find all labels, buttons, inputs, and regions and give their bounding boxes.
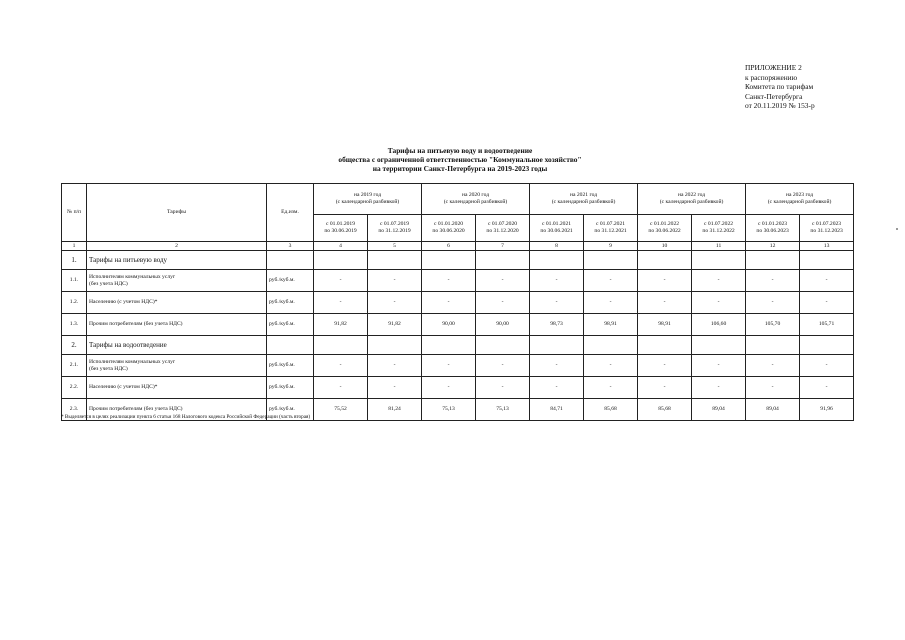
section-title: Тарифы на питьевую воду — [87, 251, 267, 270]
tariff-value: - — [530, 292, 584, 314]
column-number: 8 — [530, 242, 584, 251]
header-period — [422, 215, 476, 242]
tariff-value: - — [422, 292, 476, 314]
tariff-value: 89,04 — [692, 399, 746, 421]
table-row — [62, 355, 854, 377]
period-start: с 01.07.2019 — [379, 221, 410, 228]
tariff-value: - — [314, 355, 368, 377]
column-number: 5 — [368, 242, 422, 251]
header-year-note: (с календарной разбивкой) — [443, 199, 508, 205]
column-number: 11 — [692, 242, 746, 251]
tariff-value: 84,71 — [530, 399, 584, 421]
row-unit: руб./куб.м. — [267, 355, 314, 377]
tariff-value: - — [746, 377, 800, 399]
appendix-line: Комитета по тарифам — [745, 82, 814, 92]
tariff-value: - — [314, 270, 368, 292]
empty-cell — [584, 336, 638, 355]
tariff-value: 98,91 — [638, 314, 692, 336]
tariff-value: 75,13 — [422, 399, 476, 421]
period-end: по 30.06.2022 — [648, 228, 681, 234]
empty-cell — [314, 336, 368, 355]
row-name-line: Населению (с учетом НДС)* — [89, 384, 158, 391]
column-number: 7 — [476, 242, 530, 251]
empty-cell — [800, 251, 854, 270]
tariff-value: - — [422, 377, 476, 399]
table-row — [62, 377, 854, 399]
tariff-value: - — [368, 270, 422, 292]
row-num: 1.2. — [62, 292, 87, 314]
tariff-value: 91,82 — [368, 314, 422, 336]
header-year — [422, 184, 530, 215]
period-end: по 30.06.2020 — [432, 228, 465, 234]
tariff-value: - — [584, 292, 638, 314]
tariff-value: 85,68 — [638, 399, 692, 421]
header-tariffs: Тарифы — [87, 184, 267, 242]
tariff-value: - — [692, 292, 746, 314]
header-period — [584, 215, 638, 242]
tariff-value: 75,52 — [314, 399, 368, 421]
empty-cell — [584, 251, 638, 270]
period-start: с 01.07.2020 — [487, 221, 518, 228]
tariff-value: - — [476, 355, 530, 377]
period-start: с 01.01.2020 — [433, 221, 464, 228]
tariff-value: - — [314, 292, 368, 314]
tariff-value: - — [584, 355, 638, 377]
tariff-value: - — [638, 377, 692, 399]
appendix-line: Санкт-Петербурга — [745, 91, 803, 101]
empty-cell — [530, 336, 584, 355]
row-name — [87, 314, 267, 336]
row-unit: руб./куб.м. — [267, 292, 314, 314]
period-end: по 31.12.2021 — [594, 228, 627, 234]
row-name-line: Прочим потребителям (без учета НДС) — [89, 321, 183, 328]
row-num: 1.1. — [62, 270, 87, 292]
section-row — [62, 251, 854, 270]
scan-mark — [896, 228, 898, 230]
header-year-label: на 2023 год — [786, 192, 814, 199]
tariff-value: - — [692, 270, 746, 292]
tariff-value: 98,91 — [584, 314, 638, 336]
header-unit: Ед.изм. — [267, 184, 314, 242]
table-row — [62, 292, 854, 314]
header-period — [638, 215, 692, 242]
tariff-value: 75,13 — [476, 399, 530, 421]
row-name-line: Населению (с учетом НДС)* — [89, 299, 158, 306]
header-year-label: на 2019 год — [353, 192, 382, 199]
period-end: по 30.06.2023 — [756, 228, 789, 234]
row-num: 2.1. — [62, 355, 87, 377]
appendix-line: к распоряжению — [745, 72, 798, 82]
period-end: по 31.12.2022 — [702, 228, 735, 234]
tariff-value: 90,00 — [476, 314, 530, 336]
header-year-note: (с календарной разбивкой) — [551, 199, 616, 205]
header-year-label: на 2020 год — [461, 192, 490, 199]
tariff-value: - — [746, 292, 800, 314]
empty-cell — [476, 336, 530, 355]
tariff-value: - — [692, 377, 746, 399]
empty-cell — [638, 251, 692, 270]
period-start: с 01.01.2022 — [650, 221, 680, 228]
header-year — [746, 184, 854, 215]
header-num: № п/п — [62, 184, 87, 242]
header-year — [530, 184, 638, 215]
tariff-value: - — [368, 292, 422, 314]
tariff-value: 89,04 — [746, 399, 800, 421]
tariff-value: - — [638, 270, 692, 292]
row-name-line: Исполнителям коммунальных услуг — [89, 358, 176, 365]
header-period — [746, 215, 800, 242]
column-number: 10 — [638, 242, 692, 251]
empty-cell — [746, 336, 800, 355]
document-title — [280, 146, 640, 174]
tariff-value: 105,70 — [746, 314, 800, 336]
period-end: по 31.12.2023 — [810, 228, 843, 234]
tariff-value: 81,24 — [368, 399, 422, 421]
tariff-value: 85,68 — [584, 399, 638, 421]
row-unit: руб./куб.м. — [267, 377, 314, 399]
column-number: 6 — [422, 242, 476, 251]
tariff-value: - — [476, 377, 530, 399]
row-num: 2.3. — [62, 399, 87, 421]
row-unit: руб./куб.м. — [267, 270, 314, 292]
tariff-value: - — [638, 292, 692, 314]
row-name-line: Прочим потребителям (без учета НДС) — [89, 406, 183, 413]
tariff-value: - — [746, 270, 800, 292]
empty-cell — [530, 251, 584, 270]
tariff-value: - — [638, 355, 692, 377]
row-num: 2.2. — [62, 377, 87, 399]
empty-cell — [746, 251, 800, 270]
section-num: 1. — [62, 251, 87, 270]
period-end: по 30.06.2021 — [540, 228, 573, 234]
column-number: 13 — [800, 242, 854, 251]
header-year — [314, 184, 422, 215]
empty-cell — [267, 251, 314, 270]
column-number: 4 — [314, 242, 368, 251]
period-start: с 01.01.2021 — [542, 221, 572, 228]
tariff-value: - — [422, 355, 476, 377]
period-end: по 31.12.2020 — [486, 228, 519, 234]
tariff-value: - — [530, 377, 584, 399]
empty-cell — [638, 336, 692, 355]
column-number: 1 — [62, 242, 87, 251]
empty-cell — [314, 251, 368, 270]
tariffs-table — [61, 183, 854, 421]
empty-cell — [267, 336, 314, 355]
tariff-value: - — [476, 270, 530, 292]
period-end: по 30.06.2019 — [324, 228, 357, 234]
period-start: с 01.07.2022 — [704, 221, 734, 228]
row-name — [87, 270, 267, 292]
period-start: с 01.07.2021 — [596, 221, 626, 228]
header-period — [530, 215, 584, 242]
header-year-note: (с календарной разбивкой) — [335, 199, 400, 205]
header-year-label: на 2021 год — [569, 192, 598, 199]
empty-cell — [476, 251, 530, 270]
header-period — [800, 215, 854, 242]
section-title: Тарифы на водоотведение — [87, 336, 267, 355]
tariff-value: 91,96 — [800, 399, 854, 421]
tariff-value: - — [800, 377, 854, 399]
tariff-value: - — [368, 355, 422, 377]
appendix-line: ПРИЛОЖЕНИЕ 2 — [745, 63, 802, 72]
header-year-note: (с календарной разбивкой) — [659, 199, 724, 205]
tariff-value: - — [530, 355, 584, 377]
header-period — [476, 215, 530, 242]
tariff-value: - — [422, 270, 476, 292]
row-name — [87, 377, 267, 399]
tariff-value: 106,60 — [692, 314, 746, 336]
tariff-value: - — [746, 355, 800, 377]
row-name — [87, 292, 267, 314]
empty-cell — [368, 251, 422, 270]
tariff-value: - — [800, 292, 854, 314]
tariff-value: - — [584, 377, 638, 399]
column-number: 12 — [746, 242, 800, 251]
period-end: по 31.12.2019 — [378, 228, 411, 234]
empty-cell — [422, 251, 476, 270]
tariff-value: - — [476, 292, 530, 314]
tariff-value: - — [800, 355, 854, 377]
title-line: Тарифы на питьевую воду и водоотведение — [387, 146, 533, 155]
header-year — [638, 184, 746, 215]
section-row — [62, 336, 854, 355]
empty-cell — [692, 251, 746, 270]
footnote: * Выделяется в целях реализации пункта 6 статьи 168 Налогового кодекса Российской Федерации (часть вторая) — [61, 414, 311, 420]
tariff-value: 91,82 — [314, 314, 368, 336]
tariff-value: 90,00 — [422, 314, 476, 336]
tariff-value: - — [800, 270, 854, 292]
tariff-value: - — [368, 377, 422, 399]
section-num: 2. — [62, 336, 87, 355]
row-name — [87, 355, 267, 377]
column-number: 2 — [87, 242, 267, 251]
header-period — [314, 215, 368, 242]
tariff-value: 105,71 — [800, 314, 854, 336]
tariff-value: - — [692, 355, 746, 377]
header-period — [368, 215, 422, 242]
title-line: на территории Санкт-Петербурга на 2019-2023 годы — [372, 164, 548, 174]
header-year-note: (с календарной разбивкой) — [767, 199, 832, 205]
empty-cell — [422, 336, 476, 355]
column-number: 3 — [267, 242, 314, 251]
appendix-block — [745, 63, 815, 111]
header-year-label: на 2022 год — [678, 192, 706, 199]
empty-cell — [800, 336, 854, 355]
empty-cell — [692, 336, 746, 355]
period-start: с 01.01.2023 — [758, 221, 788, 228]
period-start: с 01.01.2019 — [325, 221, 356, 228]
tariff-value: - — [584, 270, 638, 292]
column-number: 9 — [584, 242, 638, 251]
empty-cell — [368, 336, 422, 355]
table-row — [62, 270, 854, 292]
title-line: общества с ограниченной ответственностью "Коммунальное хозяйство" — [338, 155, 582, 165]
row-num: 1.3. — [62, 314, 87, 336]
row-name-line: Исполнителям коммунальных услуг — [89, 273, 176, 280]
header-period — [692, 215, 746, 242]
tariff-value: - — [314, 377, 368, 399]
table-row — [62, 314, 854, 336]
row-name-line2: (без учета НДС) — [89, 280, 128, 287]
appendix-line: от 20.11.2019 № 153-р — [745, 101, 815, 111]
tariff-value: 98,73 — [530, 314, 584, 336]
tariff-value: - — [530, 270, 584, 292]
row-unit: руб./куб.м. — [267, 314, 314, 336]
period-start: с 01.07.2023 — [812, 221, 842, 228]
row-name-line2: (без учета НДС) — [89, 365, 128, 372]
row-unit: руб./куб.м. — [267, 399, 314, 421]
